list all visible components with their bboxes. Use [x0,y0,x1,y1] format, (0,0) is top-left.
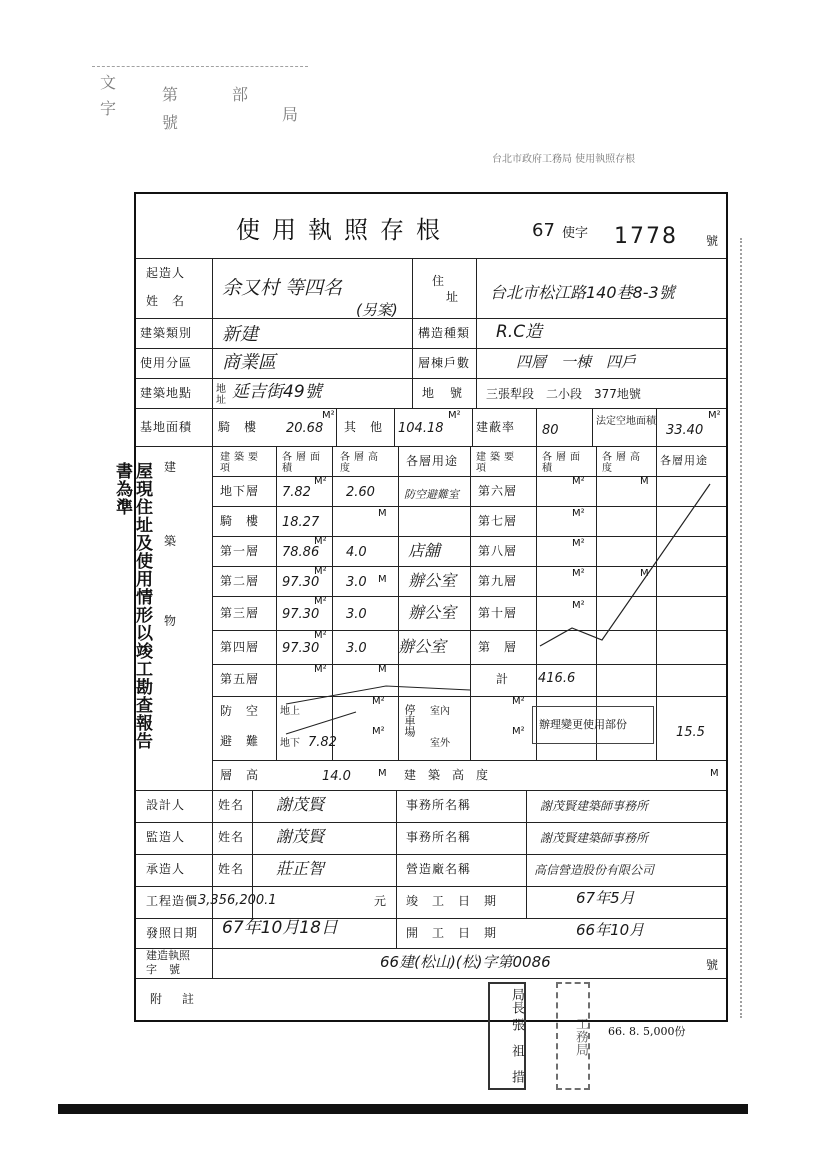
area-unit: M² [314,536,327,547]
contractor-name: 莊正智 [276,859,325,878]
col-area-header-2: 各層面積 [542,452,584,474]
floor-height: 3.0 [346,607,367,622]
supervisor-role: 監造人 [146,830,186,844]
outdoor-label: 室外 [430,738,450,749]
corner-stamp-char: 號 [162,113,179,132]
change-use-stamp-text: 辦理變更使用部份 [539,718,627,731]
start-value: 66年10月 [576,921,645,939]
owner-name-label: 姓 名 [146,294,186,308]
build-permit-suffix: 號 [706,958,720,972]
completion-value: 67年5月 [576,889,635,907]
area-unit: M² [314,476,327,487]
indoor-label: 室內 [430,706,450,717]
address-label-2: 址 [446,290,460,304]
contractor-name-label: 姓名 [218,862,245,876]
corner-stamp [92,66,312,148]
floor-name-right: 第十層 [478,606,518,620]
legal-area-value: 33.40 [666,423,704,438]
permit-number: 1778 [614,224,678,249]
legal-area-unit: M² [708,410,721,421]
structure-label: 構造種類 [418,326,471,340]
address-label: 住 [432,274,446,288]
designer-role: 設計人 [146,798,186,812]
bureau-seal: 工務局 [556,982,590,1090]
arcade-label: 騎 樓 [218,420,258,434]
area-unit: M² [314,630,327,641]
permit-year: 67 [532,220,555,241]
height-unit-right: M [640,476,649,487]
coverage-value: 80 [542,423,559,438]
floor-use: 辦公室 [408,571,457,590]
category-value: 新建 [222,324,258,345]
above-unit: M² [372,696,385,707]
remarks-label: 附註 [150,992,215,1006]
floor-name-right: 第七層 [478,514,518,528]
change-use-stamp [532,706,654,744]
owner-name-value: 余又村 等四名 [222,277,343,299]
other-label: 其 他 [344,420,384,434]
contractor-office: 高信營造股份有限公司 [534,863,655,877]
owner-label: 起造人 [146,266,186,280]
height-unit: M [378,508,387,519]
cost-label: 工程造價 [146,894,199,908]
issue-label: 發照日期 [146,926,199,940]
area-unit: M² [314,664,327,675]
other-unit: M² [448,410,461,421]
supervisor-office: 謝茂賢建築師事務所 [540,831,649,845]
storey-height-unit: M [378,768,387,779]
completion-label: 竣工日期 [406,894,511,908]
floor-area: 97.30 [282,575,320,590]
floor-use: 辦公室 [398,637,447,656]
below-value: 7.82 [308,735,337,750]
floor-name: 第三層 [220,606,260,620]
change-use-value: 15.5 [676,725,705,740]
site-label: 建築地點 [140,386,193,400]
side-note: 屋現住址及使用情形以竣工勘查報告書為準 [112,462,152,750]
start-label: 開工日期 [406,926,511,940]
total-area-value: 416.6 [538,671,576,686]
lot-label: 地 [422,386,436,400]
floors-label: 層棟戶數 [418,356,471,370]
storey-height-value: 14.0 [322,769,351,784]
usage-label: 使用分區 [140,356,193,370]
land-area-label: 基地面積 [140,420,193,434]
form-title: 使用執照存根 [236,216,452,244]
area-unit-right: M² [572,538,585,549]
below-unit: M² [372,726,385,737]
issue-value: 67年10月18日 [222,918,338,938]
floor-name-right: 第八層 [478,544,518,558]
floor-height: 4.0 [346,545,367,560]
area-unit: M² [314,566,327,577]
permit-word: 使字 [562,226,589,241]
col-height-header-2: 各層高度 [602,452,644,474]
build-permit-value: 66建(松山)(松)字第0086 [380,953,551,971]
floor-area: 97.30 [282,607,320,622]
floor-name: 第二層 [220,574,260,588]
storey-height-label: 層高 [220,768,273,782]
site-sub-label: 地址 [216,384,226,406]
floor-height: 3.0 [346,641,367,656]
lot-value: 三張犁段 二小段 377地號 [486,387,641,401]
address-value: 台北市松江路140巷8-3號 [490,283,675,302]
air-defense-label: 防空 [220,704,273,718]
height-unit-right: M [640,568,649,579]
arcade-unit: M² [322,410,335,421]
supervisor-name-label: 姓名 [218,830,245,844]
chief-seal: 局長 張 祖 措 [488,982,526,1090]
floor-area: 7.82 [282,485,311,500]
designer-name: 謝茂賢 [276,795,325,814]
designer-office-label: 事務所名稱 [406,798,472,812]
area-unit-right: M² [572,568,585,579]
parking-unit: M² [512,696,525,707]
building-height-unit: M [710,768,719,779]
area-unit-right: M² [572,600,585,611]
cost-unit: 元 [374,894,388,908]
floor-name-right: 第六層 [478,484,518,498]
col-item-header-2: 建築要項 [476,452,518,474]
owner-name-note: (另案) [356,301,398,319]
designer-name-label: 姓名 [218,798,245,812]
corner-stamp-char: 文 [100,73,117,92]
building-section-label: 建 [164,460,178,474]
floors-value: 四層 一棟 四戶 [516,353,637,371]
floor-area: 18.27 [282,515,320,530]
air-defense-label-2: 避難 [220,734,273,748]
col-use-header: 各層用途 [406,454,459,468]
floor-name: 第一層 [220,544,260,558]
supervisor-office-label: 事務所名稱 [406,830,472,844]
coverage-label: 建蔽率 [476,420,516,434]
floor-use: 辦公室 [408,603,457,622]
col-height-header: 各層高度 [340,452,382,474]
usage-value: 商業區 [222,352,276,373]
col-item-header: 建築要項 [220,452,262,474]
permit-suffix: 號 [706,234,719,248]
site-value: 延吉街49號 [232,382,322,402]
col-area-header: 各層面積 [282,452,324,474]
top-note: 台北市政府工務局 使用執照存根 [492,154,636,165]
build-permit-label-2: 字號 [146,963,192,976]
category-label: 建築類別 [140,326,193,340]
floor-name: 第五層 [220,672,260,686]
col-use-header-2: 各層用途 [660,454,708,467]
cost-value: 3,356,200.1 [198,893,277,908]
height-unit: M [378,664,387,675]
total-label: 計 [496,672,510,686]
floor-name-right: 第九層 [478,574,518,588]
building-section-label: 物 [164,614,178,628]
arcade-value: 20.68 [286,421,324,436]
contractor-role: 承造人 [146,862,186,876]
area-unit-right: M² [572,508,585,519]
floor-height: 3.0 [346,575,367,590]
floor-use: 防空避難室 [404,488,459,501]
area-unit: M² [314,596,327,607]
contractor-office-label: 營造廠名稱 [406,862,472,876]
build-permit-label: 建造執照 [146,949,190,962]
supervisor-name: 謝茂賢 [276,827,325,846]
parking-label: 停車場 [403,704,416,737]
scan-edge [58,1104,748,1114]
floor-name-right: 第 層 [478,640,518,654]
floor-name: 第四層 [220,640,260,654]
area-unit-right: M² [572,476,585,487]
floor-name: 騎 樓 [220,514,260,528]
lot-label-2: 號 [450,386,464,400]
floor-height: 2.60 [346,485,375,500]
floor-use: 店舖 [408,541,441,560]
corner-stamp-char: 字 [100,99,117,118]
floor-name: 地下層 [220,484,260,498]
structure-value: R.C造 [496,322,543,342]
floor-area: 78.86 [282,545,320,560]
scan-mark [740,238,752,1018]
height-unit: M [378,574,387,585]
corner-stamp-char: 部 [232,85,249,104]
footer-code: 66. 8. 5,000份 [608,1025,686,1038]
other-value: 104.18 [398,421,444,436]
corner-stamp-char: 局 [282,105,299,124]
building-height-label: 建築高度 [404,768,501,782]
below-label: 地下 [280,738,300,749]
building-section-label: 築 [164,534,178,548]
floor-area: 97.30 [282,641,320,656]
above-label: 地上 [280,706,300,717]
parking-unit-2: M² [512,726,525,737]
corner-stamp-char: 第 [162,85,179,104]
designer-office: 謝茂賢建築師事務所 [540,799,649,813]
legal-area-label: 法定空地面積 [596,416,656,427]
